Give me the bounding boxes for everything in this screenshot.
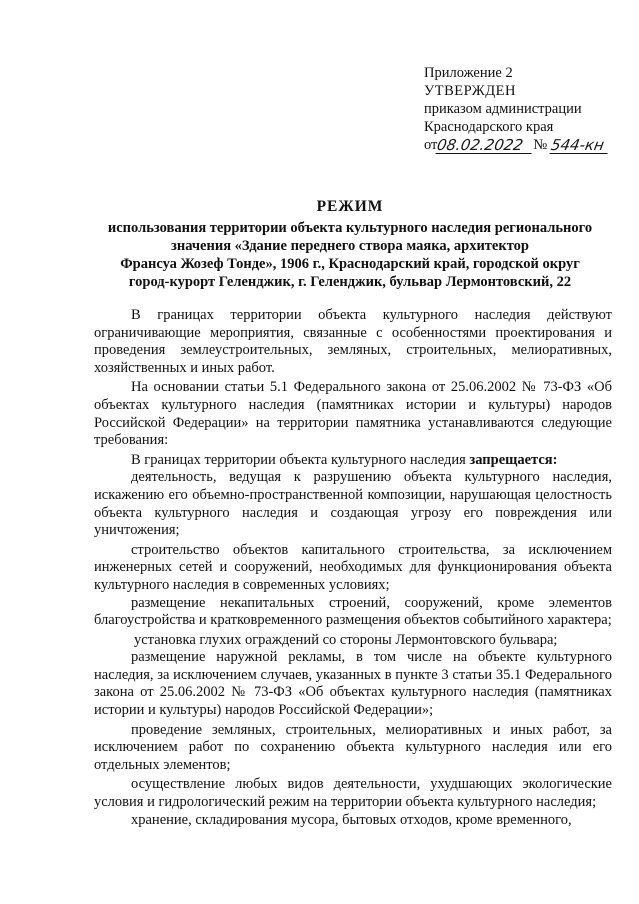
appendix-label: Приложение 2 bbox=[424, 65, 513, 81]
document-body bbox=[94, 307, 612, 829]
date-prefix: от bbox=[424, 137, 438, 153]
list-item: размещение некапитальных строений, сооружений, кроме элементов благоустройства и кратковременного размещения объектов событийного характера; bbox=[94, 594, 612, 629]
paragraph-prohibitions-intro bbox=[94, 452, 612, 470]
prohibitions-keyword: запрещается: bbox=[469, 451, 558, 468]
approved-title: УТВЕРЖДЕН bbox=[424, 83, 516, 99]
list-item: хранение, складирования мусора, бытовых отходов, кроме временного, bbox=[131, 811, 572, 828]
date-number-row bbox=[424, 136, 624, 154]
list-item: осуществление любых видов деятельности, ухудшающих экологические условия и гидрологический режим на территории объекта культурного наследия; bbox=[94, 776, 612, 811]
heading-line-1: использования территории объекта культурного наследия регионального bbox=[107, 220, 593, 236]
handwritten-number: 544-кн bbox=[550, 137, 611, 154]
list-item: строительство объектов капитального строительства, за исключением инженерных сетей и сооружений, необходимых для функционирования объекта культурного наследия в современных условиях; bbox=[94, 541, 612, 593]
heading-line-4: город-курорт Геленджик, г. Геленджик, бульвар Лермонтовский, 22 bbox=[128, 274, 572, 290]
paragraph-legal-basis: На основании статьи 5.1 Федерального закона от 25.06.2002 № 73-ФЗ «Об объектах культурного наследия (памятниках истории и культуры) народов Российской Федерации» на территории памятника устанавливаются следующие требования: bbox=[94, 379, 612, 449]
heading-line-3: Франсуа Жозеф Тонде», 1906 г., Краснодарский край, городской округ bbox=[120, 256, 580, 272]
list-item: размещение наружной рекламы, в том числе на объекте культурного наследия, за исключением случаев, указанных в пункте 3 статьи 35.1 Федерального закона от 25.06.2002 № 73-ФЗ «Об объектах культурного наследия (памятниках истории и культуры) народов Российской Федерации»; bbox=[94, 649, 612, 719]
approval-stamp-block bbox=[424, 64, 624, 154]
list-item: проведение земляных, строительных, мелиоративных и иных работ, за исключением работ по сохранению объекта культурного наследия или его отдельных элементов; bbox=[94, 721, 612, 773]
list-item: установка глухих ограждений со стороны Лермонтовского бульвара; bbox=[134, 631, 558, 648]
document-heading bbox=[60, 198, 639, 291]
heading-line-2: значения «Здание переднего створа маяка, архитектор bbox=[171, 238, 529, 254]
prohibitions-intro-text: В границах территории объекта культурного наследия bbox=[131, 451, 470, 468]
order-line: приказом администрации bbox=[424, 101, 582, 117]
document-title: РЕЖИМ bbox=[316, 198, 384, 215]
handwritten-date: 08.02.2022 bbox=[436, 137, 535, 154]
paragraph-intro: В границах территории объекта культурного наследия действуют ограничивающие мероприятия, связанные с особенностями проектирования и проведения землеустроительных, земляных, строительных, мелиоративных, хозяйственных и иных работ. bbox=[94, 307, 612, 376]
region-line: Краснодарского края bbox=[424, 119, 554, 135]
number-sign: № bbox=[533, 137, 548, 153]
list-item: деятельность, ведущая к разрушению объекта культурного наследия, искажению его объемно-пространственной композиции, нарушающая целостность объекта культурного наследия и создающая угрозу его повреждения или уничтожения; bbox=[94, 469, 612, 539]
